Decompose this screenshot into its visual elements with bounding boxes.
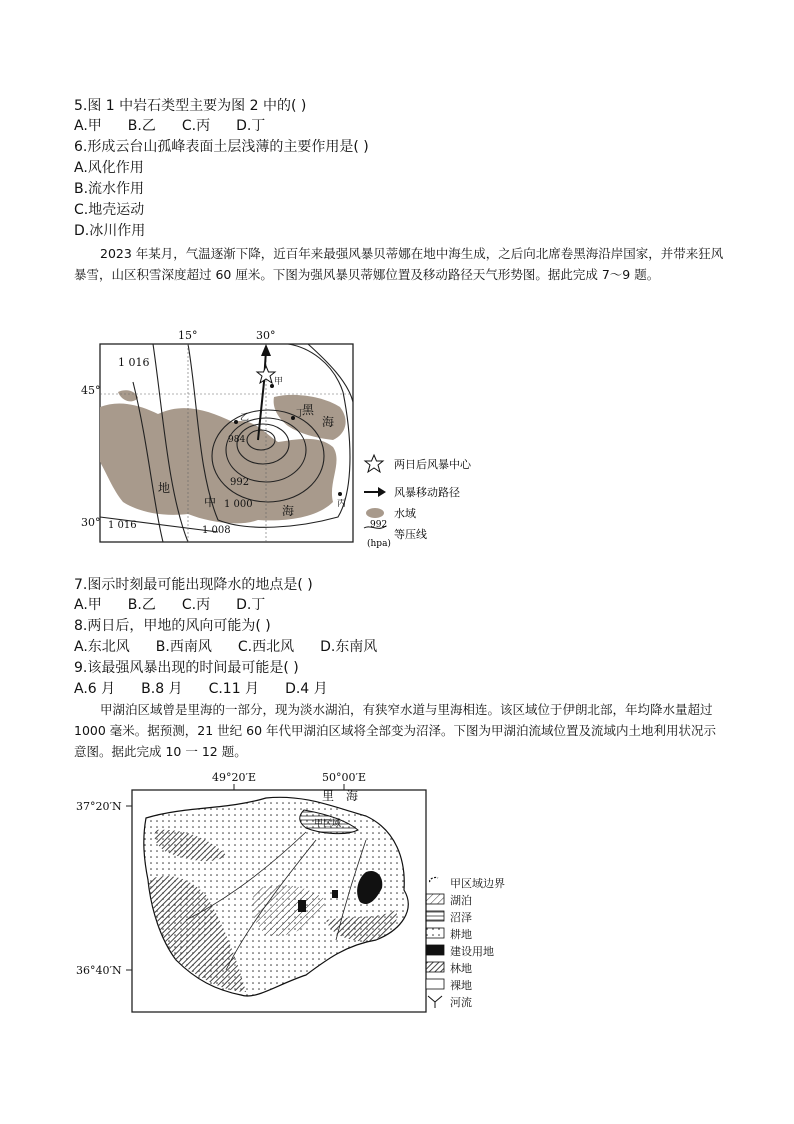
isobar-label-1008: 1 008: [202, 525, 231, 536]
lon-label-4920: 49°20′E: [212, 771, 257, 784]
lat-label-3640: 36°40′N: [76, 964, 122, 977]
option-a: A.6 月: [74, 681, 116, 697]
question-7-stem: 7.图示时刻最可能出现降水的地点是( ): [74, 577, 313, 593]
builtup-swatch: [426, 945, 444, 955]
forest-swatch: [426, 962, 444, 972]
option-d: D.丁: [236, 118, 266, 134]
place-label-jia: 甲: [274, 377, 284, 387]
arrow-icon-head: [378, 487, 386, 497]
question-8-options: [74, 637, 403, 657]
lake-swatch: [426, 894, 444, 904]
lon-label-5000: 50°00′E: [322, 771, 367, 784]
question-6-stem: 6.形成云台山孤峰表面土层浅薄的主要作用是( ): [74, 139, 369, 155]
path-arrowhead: [261, 344, 271, 356]
legend-river-label: 河流: [450, 996, 472, 1009]
sea-label-hei: 黑: [302, 403, 315, 417]
sea-label-li: 里: [322, 789, 335, 803]
legend-isobar-label: 等压线: [394, 528, 427, 541]
sea-label-zhong: 中: [204, 495, 217, 509]
storm-map-legend: [364, 455, 472, 549]
option-d: D.4 月: [285, 681, 328, 697]
builtup-area-small-2: [332, 890, 338, 898]
legend-isobar-value: 992: [370, 520, 388, 530]
option-a: A.东北风: [74, 639, 130, 655]
lake-label: 甲区域: [314, 819, 342, 829]
option-c: C.11 月: [208, 681, 260, 697]
question-6-option-a: A.风化作用: [74, 160, 144, 176]
option-b: B.乙: [127, 118, 156, 134]
legend-isobar-unit: (hpa): [367, 539, 391, 549]
option-c: C.丙: [181, 597, 211, 613]
storm-map-svg: [78, 322, 498, 554]
farmland-swatch: [426, 928, 444, 938]
lat-label-45: 45°: [81, 384, 101, 397]
builtup-area-small: [298, 900, 306, 912]
legend-arrow-label: 风暴移动路径: [394, 486, 460, 499]
question-6-option-b: B.流水作用: [74, 181, 145, 197]
lat-label-3720: 37°20′N: [76, 800, 122, 813]
isobar-label-1016-top: 1 016: [118, 356, 150, 369]
legend-lake-label: 湖泊: [450, 894, 472, 907]
legend-builtup-label: 建设用地: [450, 945, 494, 958]
legend-marsh-label: 沼泽: [450, 911, 472, 924]
question-9-stem: 9.该最强风暴出现的时间最可能是( ): [74, 660, 299, 676]
water-swatch: [366, 508, 384, 518]
lon-label-15: 15°: [178, 329, 198, 342]
isobar-label-992: 992: [230, 477, 250, 488]
option-b: B.西南风: [155, 639, 212, 655]
question-6-option-d: D.冰川作用: [74, 223, 146, 239]
lake-map-legend: [426, 876, 505, 1009]
point-ding: [291, 416, 295, 420]
place-label-ding: 丁: [296, 409, 306, 419]
lat-label-30: 30°: [81, 516, 101, 529]
option-b: B.8 月: [141, 681, 183, 697]
question-6-option-c: C.地壳运动: [74, 202, 145, 218]
option-d: D.东南风: [320, 639, 378, 655]
lon-label-30: 30°: [256, 329, 276, 342]
star-icon: [365, 455, 383, 472]
lake-landuse-map: [76, 770, 526, 1020]
option-a: A.甲: [74, 597, 102, 613]
question-7-options: [74, 595, 291, 615]
legend-water-label: 水域: [394, 507, 416, 520]
passage-storm: 2023 年某月，气温逐渐下降，近百年来最强风暴贝蒂娜在地中海生成，之后向北席卷黑海沿岸国家，并带来狂风暴雪，山区积雪深度超过 60 厘米。下图为强风暴贝蒂娜位置及移动路径天气形势图。据此完成 7～9 题。: [74, 246, 724, 282]
place-label-bing: 丙: [337, 499, 347, 509]
marsh-swatch: [426, 911, 444, 921]
option-d: D.丁: [236, 597, 266, 613]
passage-lake: 甲湖泊区域曾是里海的一部分，现为淡水湖泊，有狭窄水道与里海相连。该区域位于伊朗北部，年均降水量超过 1000 毫米。据预测，21 世纪 60 年代甲湖泊区域将全部变为沼泽。下图为甲湖泊流域位置及流域内土地利用状况示意图。据此完成 10 一 12 题。: [74, 702, 717, 759]
sea-label-hai-black: 海: [322, 415, 335, 429]
storm-path: [258, 350, 266, 440]
question-9-options: [74, 679, 354, 699]
sea-label-hai-med: 海: [282, 504, 295, 518]
question-8-stem: 8.两日后，甲地的风向可能为( ): [74, 618, 271, 634]
question-5-options: [74, 116, 291, 136]
river-icon: [428, 996, 442, 1008]
legend-bareland-label: 裸地: [450, 979, 472, 992]
point-bing: [338, 492, 342, 496]
isobar-label-1000: 1 000: [224, 499, 253, 510]
boundary-icon: [430, 877, 438, 882]
bareland-swatch: [426, 979, 444, 989]
option-a: A.甲: [74, 118, 102, 134]
option-c: C.丙: [181, 118, 211, 134]
option-c: C.西北风: [237, 639, 295, 655]
point-yi: [234, 420, 238, 424]
storm-weather-map: [78, 322, 498, 554]
isobar-label-1016-bottom: 1 016: [108, 520, 137, 531]
lake-map-svg: [76, 770, 526, 1020]
place-label-yi: 乙: [240, 413, 250, 423]
option-b: B.乙: [127, 597, 156, 613]
isobar-label-984: 984: [228, 435, 246, 445]
legend-forest-label: 林地: [450, 962, 472, 975]
legend-boundary-label: 甲区域边界: [450, 877, 505, 890]
legend-farmland-label: 耕地: [450, 928, 472, 941]
sea-label-di: 地: [158, 481, 171, 495]
question-5-stem: 5.图 1 中岩石类型主要为图 2 中的( ): [74, 98, 307, 114]
sea-label-hai: 海: [346, 789, 359, 803]
legend-star-label: 两日后风暴中心: [394, 458, 471, 471]
